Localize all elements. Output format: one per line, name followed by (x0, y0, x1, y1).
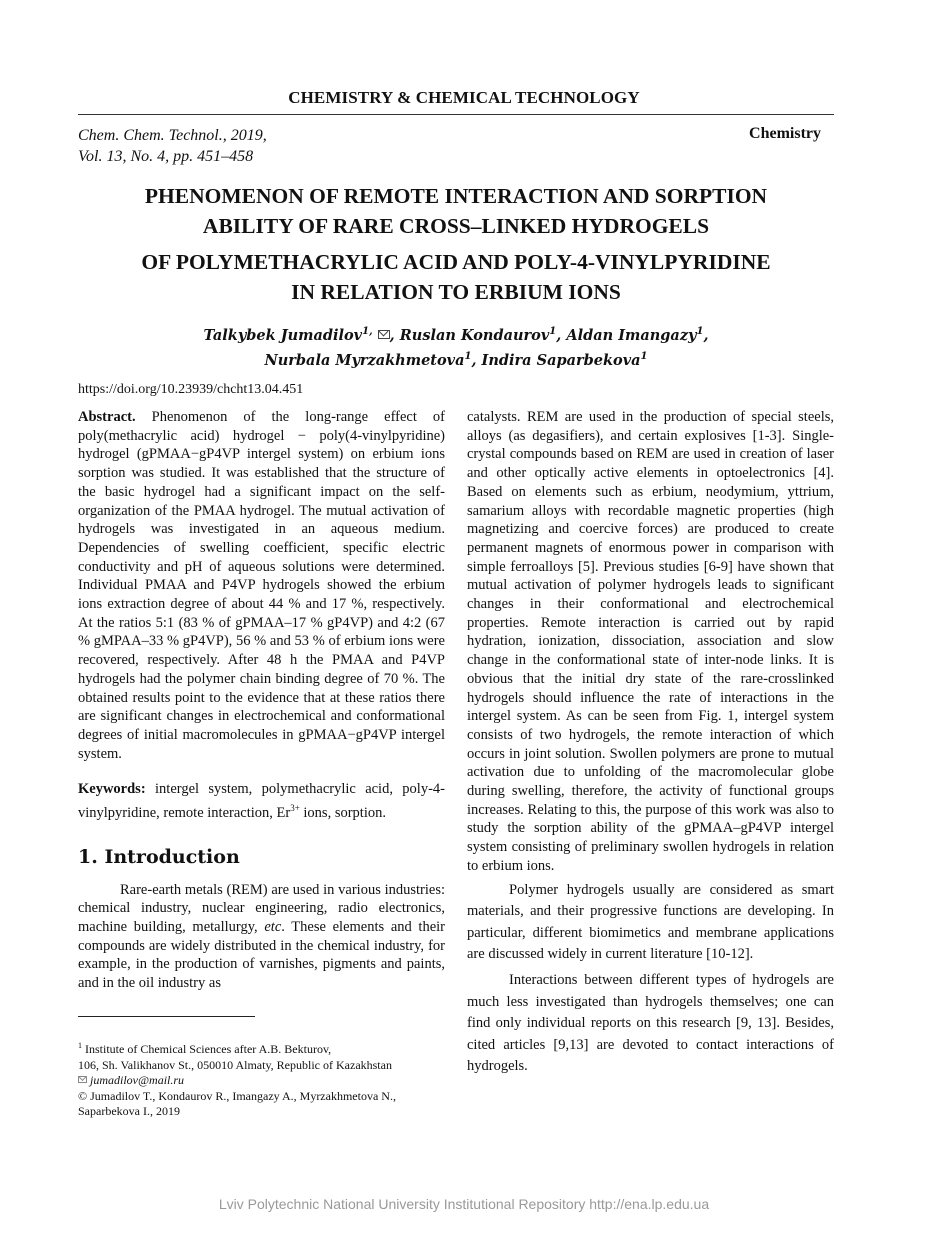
footnotes (78, 1038, 478, 1120)
email-link[interactable]: jumadilov@mail.ru (90, 1073, 185, 1088)
left-column (78, 408, 445, 993)
abstract-text: Phenomenon of the long-range effect of poly(methacrylic acid) hydrogel − poly(4-vinylpyridine) hydrogel (gPMAA−gP4VP intergel system) on erbium ions sorption was studied. It was established that the structure of the basic hydrogel had a significant impact on the self-organization of the PMAA hydrogel. The mutual activation of hydrogels was investigated in an aqueous medium. Dependencies of swelling coefficient, specific electric conductivity and pH of aqueous solutions were determined. Individual PMAA and P4VP hydrogels showed the erbium ions extraction degree of about 44 % and 17 %, respectively. At the ratios 5:1 (83 % of gPMAA–17 % gP4VP) and 4:2 (67 % gMPAA–33 % gP4VP), 56 % and 53 % of erbium ions were recovered, respectively. After 48 h the PMAA and P4VP hydrogels had the polymer chain binding degree of 70 %. The obtained results point to the evidence that at these ratios there are significant changes in electrochemical and conformational degrees of initial macromolecules in gPMAA−gP4VP intergel system. (78, 409, 445, 762)
title-line: PHENOMENON OF REMOTE INTERACTION AND SORPTION (144, 184, 768, 208)
keywords (78, 780, 445, 822)
author-name: Nurbala Myrzakhmetova (264, 351, 465, 369)
doi-link[interactable]: https://doi.org/10.23939/chcht13.04.451 (78, 382, 304, 397)
author-name: , Ruslan Kondaurov (389, 326, 550, 344)
affiliation-line-1: Institute of Chemical Sciences after A.B. Bekturov, (85, 1042, 332, 1056)
citation (78, 125, 267, 167)
footnote-rule (78, 1016, 255, 1017)
copyright-line-1: © Jumadilov T., Kondaurov R., Imangazy A., Myrzakhmetova N., (78, 1088, 396, 1103)
author-name: , Indira Saparbekova (471, 351, 641, 369)
citation-line-1: Chem. Chem. Technol., 2019, (78, 127, 267, 144)
section-heading: 1. Introduction (78, 845, 240, 868)
title-line: IN RELATION TO ERBIUM IONS (291, 280, 621, 304)
repository-footer: Lviv Polytechnic National University Institutional Repository http://ena.lp.edu.ua (218, 1196, 710, 1212)
keywords-text: intergel system, polymethacrylic acid, poly-4-vinylpyridine, remote interaction, Er (78, 781, 445, 821)
citation-line-2: Vol. 13, No. 4, pp. 451–458 (78, 148, 254, 165)
body-paragraph: catalysts. REM are used in the production of special steels, alloys (as degasifiers), and certain explosives [1-3]. Single-crystal compounds based on REM are used in creation of laser and other optically active elements in optoelectronics [4]. Based on elements such as erbium, neodymium, yttrium, samarium alloys with recordable magnetic properties (high magnetizing and coercive forces) are produced to create permanent magnets of enormous power in comparison with simple ferroalloys [5]. Previous studies [6-9] have shown that mutual activation of polymer hydrogels leads to significant changes in their conformational and electrochemical properties. Remote interaction is carried out by rapid hydration, ionization, dissociation, association and slow change in the conformational state of inter-node links. It is obvious that the initial dry state of the rare-crosslinked hydrogels should influence the rate of interactions in the intergel system. As can be seen from Fig. 1, intergel system consists of two hydrogels, the remote interaction of which occurs in joint solution. Swollen polymers are prone to mutual activation due to unfolding of the macromolecular globe during swelling, therefore, the activity of functional groups increases. Relating to this, the purpose of this work was also to study the sorption ability of the gPMAA–gP4VP intergel system consisting of preliminary swollen hydrogels in relation to erbium ions. (467, 409, 834, 874)
affiliation-line-2: 106, Sh. Valikhanov St., 050010 Almaty, Republic of Kazakhstan (78, 1057, 392, 1072)
author-affiliation-mark: 1 (464, 350, 472, 362)
footnote-mark: 1 (78, 1041, 82, 1050)
intro-text-cont: . These elements and their compounds are widely distributed in the chemical industry, for example, in the production of varnishes, pigments and paints, and in the oil industry as (78, 919, 446, 992)
body-paragraph: Interactions between different types of hydrogels are much less investigated than hydrogels themselves; one can find only individual reports on this research [9, 13]. Besides, cited articles [9,13] are devoted to contact interactions of hydrogels. (467, 971, 834, 1075)
author-name: , Aldan Imangazy (556, 326, 697, 344)
author-affiliation-mark: 1 (549, 326, 557, 337)
author-affiliation-mark: 1 (696, 326, 704, 337)
title-line: ABILITY OF RARE CROSS–LINKED HYDROGELS (202, 214, 710, 238)
author-separator: , (703, 326, 709, 344)
envelope-icon (378, 330, 390, 339)
author-list (78, 321, 834, 371)
body-paragraph: Polymer hydrogels usually are considered as smart materials, and their progressive functions are developing. In particular, different biomimetics and membrane applications are discussed widely in current literature [10-12]. (467, 881, 834, 963)
author-affiliation-mark: 1 (640, 350, 648, 362)
envelope-icon (78, 1076, 87, 1083)
copyright-line-2: Saparbekova I., 2019 (78, 1104, 180, 1119)
abstract (78, 408, 445, 763)
title-line: OF POLYMETHACRYLIC ACID AND POLY-4-VINYLPYRIDINE (141, 250, 771, 274)
right-column (467, 408, 834, 1078)
intro-etc: etc (264, 919, 282, 935)
intro-text: Rare-earth metals (REM) are used in various industries: chemical industry, nuclear engineering, radio electronics, machine building, metallurgy, (78, 881, 445, 935)
article-title (78, 181, 834, 307)
keywords-tail: ions, sorption. (303, 804, 386, 821)
keywords-label: Keywords: (78, 781, 146, 798)
journal-name: CHEMISTRY & CHEMICAL TECHNOLOGY (288, 88, 640, 107)
author-affiliation-mark: 1, (362, 326, 373, 337)
abstract-label: Abstract. (78, 409, 136, 425)
header-rule (78, 114, 834, 115)
section-label: Chemistry (749, 125, 821, 142)
author-name: Talkybek Jumadilov (203, 326, 363, 344)
intro-paragraph (78, 881, 445, 993)
keywords-superscript: 3+ (290, 803, 300, 814)
